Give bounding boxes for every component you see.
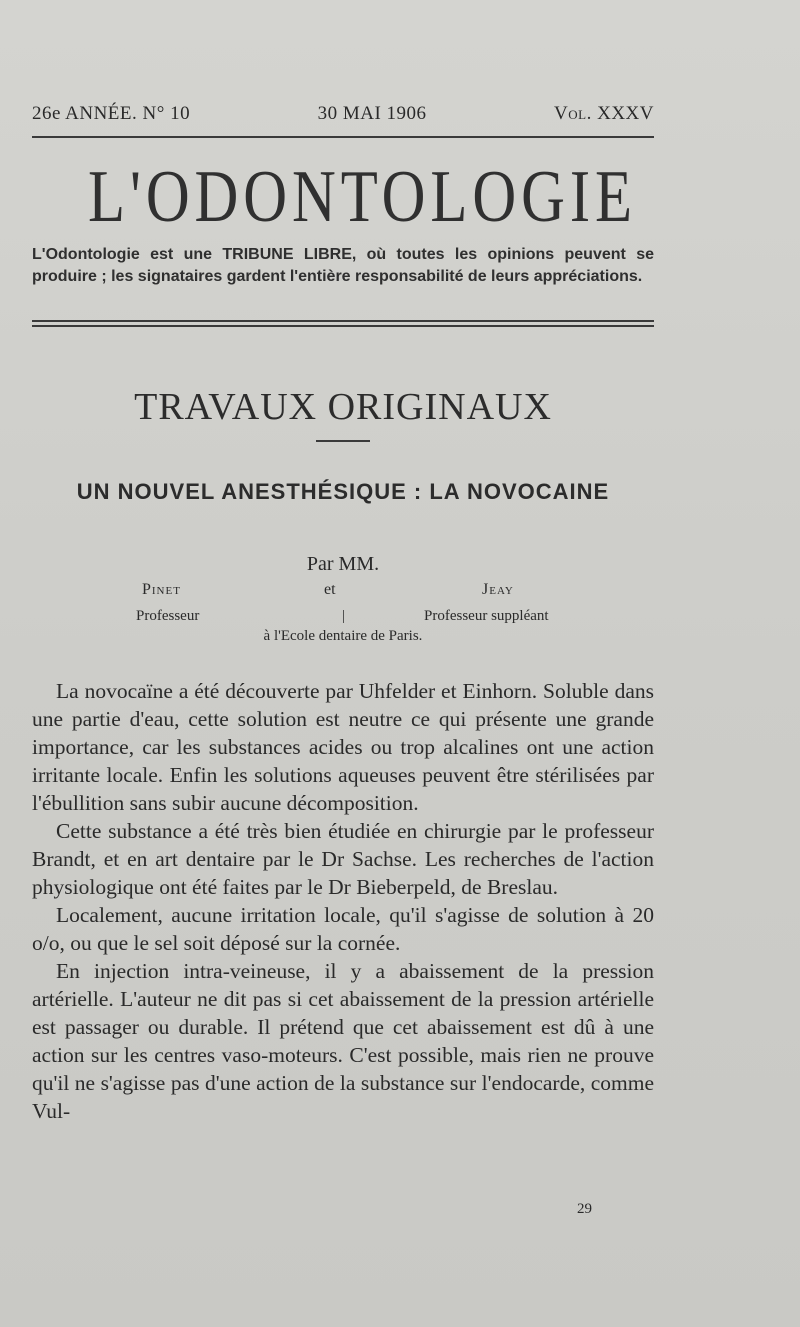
byline: Par MM. [306,553,380,575]
body-paragraph: La novocaïne a été découverte par Uhfelder et Einhorn. Soluble dans une partie d'eau, cette solution est neutre ce qui présente une grande importance, car les substances acides ou trop alcalines ont une action irritante locale. Enfin les solutions aqueuses peuvent être stérilisées par l'ébullition sans subir aucune décomposition. [32,679,654,815]
author-role: Professeur [136,608,200,624]
section-rule [316,440,370,442]
running-header [32,103,654,125]
divider-rule-top [32,320,654,322]
author-institution: à l'Ecole dentaire de Paris. [263,628,423,644]
article-body [32,677,654,1125]
author-name: Pinet [142,581,181,598]
body-paragraph: Localement, aucune irritation locale, qu'il s'agisse de solution à 20 o/o, ou que le sel soit déposé sur la cornée. [32,903,654,955]
header-rule [32,136,654,138]
article-title: UN NOUVEL ANESTHÉSIQUE : LA NOVOCAINE [76,479,610,504]
body-paragraph: Cette substance a été très bien étudiée en chirurgie par le professeur Brandt, et en art dentaire par le Dr Sachse. Les recherches de l'action physiologique ont été faites par le Dr Bieberpeld, de Breslau. [32,819,654,899]
issue-date: 30 MAI 1906 [317,103,427,124]
author-name: Jeay [482,581,514,598]
authors-row [32,581,654,603]
author-role: Professeur suppléant [424,608,549,624]
page-number: 29 [577,1201,592,1217]
role-separator: | [342,608,346,624]
journal-title: L'ODONTOLOGIE [87,156,637,238]
roles-row [32,608,654,628]
journal-motto: L'Odontologie est une TRIBUNE LIBRE, où toutes les opinions peuvent se produire ; les signataires gardent l'entière responsabilité de leurs appréciations. [32,246,654,285]
volume-number: Vol. XXXV [554,103,654,124]
author-separator: et [324,581,336,598]
body-paragraph: En injection intra-veineuse, il y a abaissement de la pression artérielle. L'auteur ne dit pas si cet abaissement de la pression artérielle est passager ou durable. Il prétend que cet abaissement est dû à une action sur les centres vaso-moteurs. C'est possible, mais rien ne prouve qu'il ne s'agisse pas d'une action de la substance sur l'endocarde, comme Vul- [32,959,654,1123]
issue-number: 26e ANNÉE. N° 10 [32,103,191,124]
section-title: TRAVAUX ORIGINAUX [134,386,552,428]
divider-rule-bottom [32,325,654,327]
